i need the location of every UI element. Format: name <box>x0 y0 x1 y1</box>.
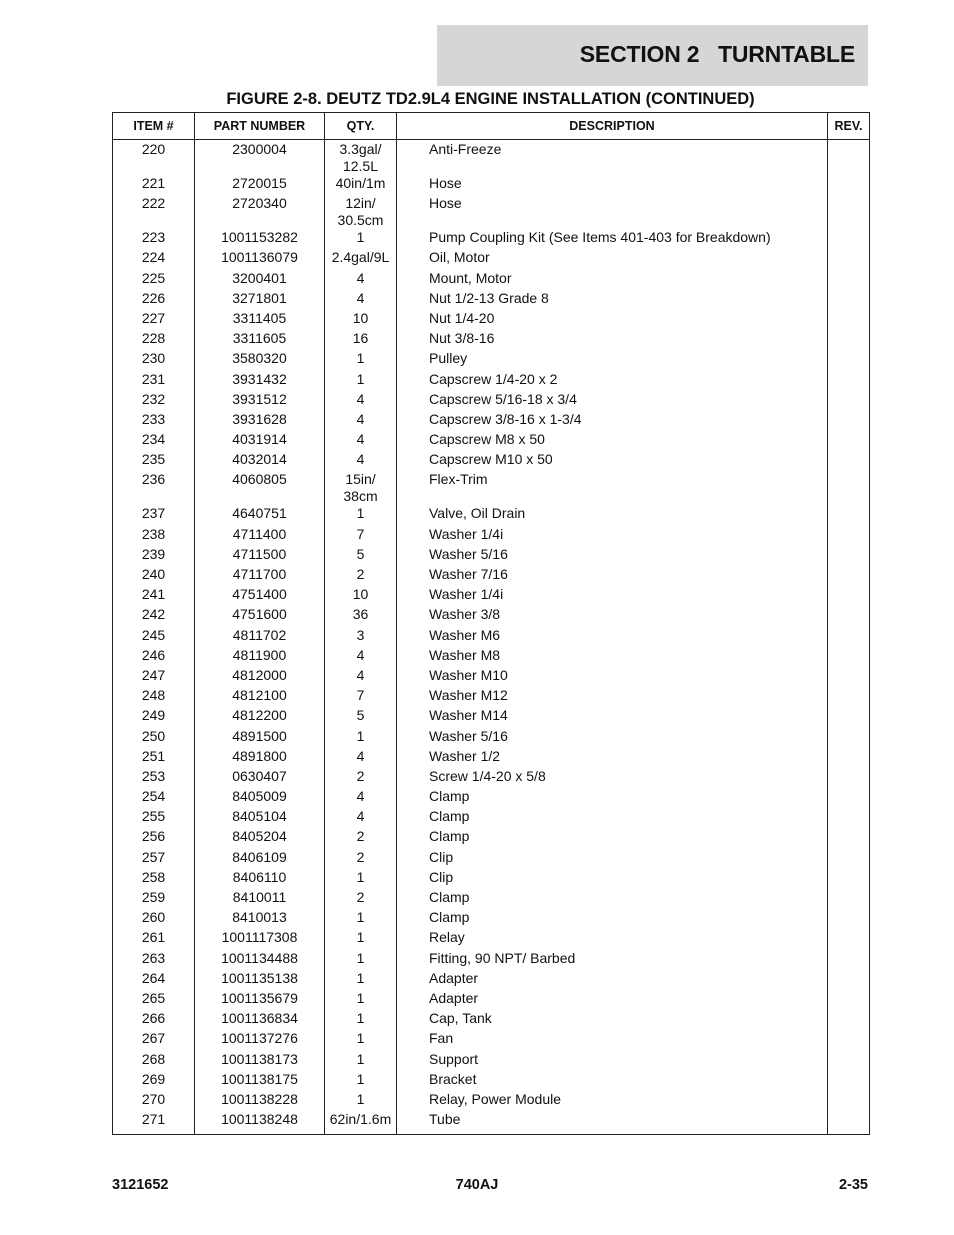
header-description: DESCRIPTION <box>397 113 828 140</box>
table-row <box>113 310 870 330</box>
cell-description: Adapter <box>397 970 828 990</box>
cell-revision <box>828 229 870 249</box>
table-row <box>113 431 870 451</box>
table-row <box>113 229 870 249</box>
table-row <box>113 1091 870 1111</box>
cell-part-number: 1001138248 <box>195 1111 325 1135</box>
cell-part-number: 1001134488 <box>195 950 325 970</box>
table-row <box>113 606 870 626</box>
cell-item-number: 236 <box>113 471 195 505</box>
cell-quantity: 2 <box>325 768 397 788</box>
cell-description: Valve, Oil Drain <box>397 505 828 525</box>
table-row <box>113 808 870 828</box>
cell-revision <box>828 270 870 290</box>
cell-revision <box>828 828 870 848</box>
table-row <box>113 249 870 269</box>
table-row <box>113 1010 870 1030</box>
table-row <box>113 371 870 391</box>
cell-description: Washer M14 <box>397 707 828 727</box>
cell-item-number: 226 <box>113 290 195 310</box>
table-row <box>113 140 870 176</box>
document-number: 3121652 <box>112 1177 169 1193</box>
cell-item-number: 255 <box>113 808 195 828</box>
cell-part-number: 1001137276 <box>195 1030 325 1050</box>
cell-part-number: 3311405 <box>195 310 325 330</box>
cell-item-number: 261 <box>113 929 195 949</box>
cell-revision <box>828 687 870 707</box>
table-row <box>113 828 870 848</box>
cell-description: Clamp <box>397 909 828 929</box>
table-row <box>113 526 870 546</box>
cell-quantity: 4 <box>325 748 397 768</box>
cell-description: Washer 5/16 <box>397 728 828 748</box>
header-qty: QTY. <box>325 113 397 140</box>
cell-description: Oil, Motor <box>397 249 828 269</box>
table-row <box>113 627 870 647</box>
cell-description: Relay, Power Module <box>397 1091 828 1111</box>
cell-part-number: 1001138175 <box>195 1071 325 1091</box>
cell-part-number: 3271801 <box>195 290 325 310</box>
cell-description: Pump Coupling Kit (See Items 401-403 for Breakdown) <box>397 229 828 249</box>
cell-description: Cap, Tank <box>397 1010 828 1030</box>
cell-item-number: 249 <box>113 707 195 727</box>
cell-quantity: 3.3gal/ 12.5L <box>325 140 397 176</box>
cell-description: Clamp <box>397 808 828 828</box>
table-row <box>113 391 870 411</box>
cell-description: Washer M10 <box>397 667 828 687</box>
table-row <box>113 970 870 990</box>
figure-title: FIGURE 2-8. DEUTZ TD2.9L4 ENGINE INSTALLATION (CONTINUED) <box>226 90 755 108</box>
cell-item-number: 246 <box>113 647 195 667</box>
header-item: ITEM # <box>113 113 195 140</box>
table-row <box>113 546 870 566</box>
cell-item-number: 251 <box>113 748 195 768</box>
cell-item-number: 258 <box>113 869 195 889</box>
section-title: SECTION 2 TURNTABLE <box>579 41 855 67</box>
cell-item-number: 271 <box>113 1111 195 1135</box>
cell-item-number: 222 <box>113 195 195 229</box>
cell-description: Anti-Freeze <box>397 140 828 176</box>
cell-quantity: 1 <box>325 1010 397 1030</box>
cell-revision <box>828 1010 870 1030</box>
cell-quantity: 1 <box>325 1051 397 1071</box>
cell-description: Washer M6 <box>397 627 828 647</box>
cell-quantity: 1 <box>325 728 397 748</box>
cell-item-number: 248 <box>113 687 195 707</box>
cell-part-number: 1001135679 <box>195 990 325 1010</box>
table-row <box>113 411 870 431</box>
cell-part-number: 8406109 <box>195 849 325 869</box>
cell-quantity: 4 <box>325 391 397 411</box>
table-row <box>113 687 870 707</box>
cell-part-number: 8405204 <box>195 828 325 848</box>
cell-item-number: 242 <box>113 606 195 626</box>
cell-part-number: 1001153282 <box>195 229 325 249</box>
cell-revision <box>828 707 870 727</box>
cell-item-number: 235 <box>113 451 195 471</box>
cell-part-number: 2300004 <box>195 140 325 176</box>
cell-revision <box>828 1030 870 1050</box>
table-row <box>113 451 870 471</box>
cell-item-number: 263 <box>113 950 195 970</box>
cell-item-number: 228 <box>113 330 195 350</box>
cell-revision <box>828 431 870 451</box>
table-row <box>113 667 870 687</box>
cell-part-number: 4711500 <box>195 546 325 566</box>
cell-part-number: 8410013 <box>195 909 325 929</box>
cell-item-number: 240 <box>113 566 195 586</box>
cell-part-number: 2720015 <box>195 175 325 195</box>
cell-revision <box>828 586 870 606</box>
cell-item-number: 254 <box>113 788 195 808</box>
cell-quantity: 15in/ 38cm <box>325 471 397 505</box>
cell-part-number: 1001117308 <box>195 929 325 949</box>
cell-quantity: 1 <box>325 1071 397 1091</box>
cell-item-number: 259 <box>113 889 195 909</box>
cell-quantity: 1 <box>325 350 397 370</box>
cell-description: Clip <box>397 849 828 869</box>
cell-part-number: 4811702 <box>195 627 325 647</box>
cell-revision <box>828 1051 870 1071</box>
cell-item-number: 232 <box>113 391 195 411</box>
cell-description: Clamp <box>397 788 828 808</box>
cell-part-number: 2720340 <box>195 195 325 229</box>
cell-quantity: 4 <box>325 411 397 431</box>
header-rev: REV. <box>828 113 870 140</box>
table-row <box>113 330 870 350</box>
cell-description: Capscrew 5/16-18 x 3/4 <box>397 391 828 411</box>
cell-quantity: 1 <box>325 970 397 990</box>
cell-part-number: 1001135138 <box>195 970 325 990</box>
cell-description: Adapter <box>397 990 828 1010</box>
cell-revision <box>828 950 870 970</box>
cell-part-number: 3200401 <box>195 270 325 290</box>
cell-item-number: 237 <box>113 505 195 525</box>
cell-revision <box>828 606 870 626</box>
cell-item-number: 230 <box>113 350 195 370</box>
table-row <box>113 471 870 505</box>
cell-revision <box>828 411 870 431</box>
cell-part-number: 1001138228 <box>195 1091 325 1111</box>
cell-item-number: 250 <box>113 728 195 748</box>
cell-quantity: 4 <box>325 788 397 808</box>
cell-description: Tube <box>397 1111 828 1135</box>
cell-part-number: 8405009 <box>195 788 325 808</box>
cell-part-number: 4031914 <box>195 431 325 451</box>
cell-description: Screw 1/4-20 x 5/8 <box>397 768 828 788</box>
cell-description: Nut 3/8-16 <box>397 330 828 350</box>
cell-item-number: 241 <box>113 586 195 606</box>
cell-quantity: 1 <box>325 505 397 525</box>
cell-revision <box>828 909 870 929</box>
cell-quantity: 5 <box>325 546 397 566</box>
cell-revision <box>828 990 870 1010</box>
cell-revision <box>828 1071 870 1091</box>
table-row <box>113 566 870 586</box>
cell-quantity: 2 <box>325 889 397 909</box>
cell-revision <box>828 451 870 471</box>
header-part-number: PART NUMBER <box>195 113 325 140</box>
cell-quantity: 7 <box>325 687 397 707</box>
cell-description: Capscrew M8 x 50 <box>397 431 828 451</box>
cell-quantity: 4 <box>325 667 397 687</box>
cell-description: Washer M12 <box>397 687 828 707</box>
cell-part-number: 4711700 <box>195 566 325 586</box>
cell-quantity: 2 <box>325 828 397 848</box>
cell-quantity: 1 <box>325 1091 397 1111</box>
cell-item-number: 257 <box>113 849 195 869</box>
cell-quantity: 10 <box>325 310 397 330</box>
cell-part-number: 4751600 <box>195 606 325 626</box>
cell-item-number: 238 <box>113 526 195 546</box>
table-row <box>113 350 870 370</box>
cell-revision <box>828 849 870 869</box>
section-header <box>437 25 868 86</box>
cell-revision <box>828 889 870 909</box>
cell-description: Nut 1/2-13 Grade 8 <box>397 290 828 310</box>
cell-quantity: 1 <box>325 990 397 1010</box>
cell-part-number: 8405104 <box>195 808 325 828</box>
cell-description: Washer 1/4i <box>397 586 828 606</box>
cell-item-number: 233 <box>113 411 195 431</box>
cell-item-number: 247 <box>113 667 195 687</box>
cell-description: Fitting, 90 NPT/ Barbed <box>397 950 828 970</box>
table-row <box>113 647 870 667</box>
cell-part-number: 0630407 <box>195 768 325 788</box>
cell-revision <box>828 391 870 411</box>
cell-revision <box>828 175 870 195</box>
cell-quantity: 36 <box>325 606 397 626</box>
cell-quantity: 1 <box>325 371 397 391</box>
cell-part-number: 3931512 <box>195 391 325 411</box>
cell-quantity: 62in/1.6m <box>325 1111 397 1135</box>
cell-item-number: 231 <box>113 371 195 391</box>
cell-revision <box>828 768 870 788</box>
table-row <box>113 1051 870 1071</box>
cell-revision <box>828 728 870 748</box>
cell-quantity: 4 <box>325 290 397 310</box>
table-row <box>113 748 870 768</box>
cell-item-number: 264 <box>113 970 195 990</box>
table-row <box>113 1030 870 1050</box>
cell-item-number: 265 <box>113 990 195 1010</box>
cell-quantity: 2.4gal/9L <box>325 249 397 269</box>
parts-table-body <box>113 140 870 1135</box>
cell-revision <box>828 546 870 566</box>
cell-description: Fan <box>397 1030 828 1050</box>
cell-quantity: 4 <box>325 270 397 290</box>
table-row <box>113 990 870 1010</box>
cell-revision <box>828 195 870 229</box>
cell-part-number: 3580320 <box>195 350 325 370</box>
cell-part-number: 4891800 <box>195 748 325 768</box>
cell-revision <box>828 869 870 889</box>
cell-part-number: 4812100 <box>195 687 325 707</box>
table-row <box>113 707 870 727</box>
cell-revision <box>828 808 870 828</box>
table-header-row <box>113 113 870 140</box>
cell-quantity: 4 <box>325 647 397 667</box>
cell-revision <box>828 330 870 350</box>
cell-quantity: 1 <box>325 1030 397 1050</box>
cell-part-number: 4812000 <box>195 667 325 687</box>
cell-description: Washer 3/8 <box>397 606 828 626</box>
cell-item-number: 266 <box>113 1010 195 1030</box>
cell-revision <box>828 667 870 687</box>
cell-part-number: 1001138173 <box>195 1051 325 1071</box>
cell-quantity: 1 <box>325 909 397 929</box>
cell-description: Clip <box>397 869 828 889</box>
cell-quantity: 1 <box>325 950 397 970</box>
cell-revision <box>828 566 870 586</box>
table-row <box>113 290 870 310</box>
table-row <box>113 586 870 606</box>
table-row <box>113 270 870 290</box>
table-row <box>113 728 870 748</box>
cell-revision <box>828 249 870 269</box>
cell-description: Washer 1/2 <box>397 748 828 768</box>
cell-revision <box>828 505 870 525</box>
cell-part-number: 3311605 <box>195 330 325 350</box>
table-row <box>113 909 870 929</box>
cell-item-number: 268 <box>113 1051 195 1071</box>
cell-revision <box>828 627 870 647</box>
cell-quantity: 12in/ 30.5cm <box>325 195 397 229</box>
cell-revision <box>828 1111 870 1135</box>
cell-quantity: 1 <box>325 869 397 889</box>
model-name: 740AJ <box>455 1177 499 1193</box>
table-row <box>113 195 870 229</box>
cell-part-number: 3931628 <box>195 411 325 431</box>
cell-item-number: 270 <box>113 1091 195 1111</box>
cell-revision <box>828 310 870 330</box>
cell-description: Support <box>397 1051 828 1071</box>
cell-description: Hose <box>397 195 828 229</box>
cell-item-number: 220 <box>113 140 195 176</box>
cell-part-number: 4811900 <box>195 647 325 667</box>
cell-item-number: 225 <box>113 270 195 290</box>
table-row <box>113 1111 870 1135</box>
cell-part-number: 1001136079 <box>195 249 325 269</box>
cell-part-number: 8406110 <box>195 869 325 889</box>
cell-quantity: 1 <box>325 229 397 249</box>
cell-item-number: 224 <box>113 249 195 269</box>
parts-table <box>112 112 870 1135</box>
table-row <box>113 929 870 949</box>
cell-item-number: 227 <box>113 310 195 330</box>
cell-description: Pulley <box>397 350 828 370</box>
cell-part-number: 4032014 <box>195 451 325 471</box>
cell-description: Capscrew M10 x 50 <box>397 451 828 471</box>
cell-description: Nut 1/4-20 <box>397 310 828 330</box>
cell-item-number: 256 <box>113 828 195 848</box>
cell-description: Capscrew 1/4-20 x 2 <box>397 371 828 391</box>
cell-quantity: 2 <box>325 849 397 869</box>
cell-description: Washer 1/4i <box>397 526 828 546</box>
cell-quantity: 4 <box>325 431 397 451</box>
cell-description: Hose <box>397 175 828 195</box>
cell-part-number: 4812200 <box>195 707 325 727</box>
cell-description: Washer 7/16 <box>397 566 828 586</box>
cell-revision <box>828 970 870 990</box>
table-row <box>113 788 870 808</box>
cell-revision <box>828 471 870 505</box>
cell-part-number: 4060805 <box>195 471 325 505</box>
cell-description: Bracket <box>397 1071 828 1091</box>
cell-revision <box>828 929 870 949</box>
cell-item-number: 267 <box>113 1030 195 1050</box>
cell-description: Washer M8 <box>397 647 828 667</box>
cell-description: Flex-Trim <box>397 471 828 505</box>
cell-part-number: 3931432 <box>195 371 325 391</box>
cell-quantity: 7 <box>325 526 397 546</box>
cell-description: Washer 5/16 <box>397 546 828 566</box>
page-number: 2-35 <box>838 1177 868 1193</box>
cell-item-number: 260 <box>113 909 195 929</box>
table-row <box>113 1071 870 1091</box>
cell-quantity: 4 <box>325 808 397 828</box>
table-row <box>113 889 870 909</box>
cell-item-number: 245 <box>113 627 195 647</box>
cell-revision <box>828 1091 870 1111</box>
cell-part-number: 4751400 <box>195 586 325 606</box>
cell-revision <box>828 647 870 667</box>
cell-item-number: 221 <box>113 175 195 195</box>
cell-revision <box>828 290 870 310</box>
cell-description: Capscrew 3/8-16 x 1-3/4 <box>397 411 828 431</box>
cell-item-number: 234 <box>113 431 195 451</box>
cell-description: Clamp <box>397 889 828 909</box>
cell-revision <box>828 350 870 370</box>
cell-revision <box>828 140 870 176</box>
cell-part-number: 1001136834 <box>195 1010 325 1030</box>
cell-part-number: 8410011 <box>195 889 325 909</box>
cell-item-number: 269 <box>113 1071 195 1091</box>
cell-item-number: 253 <box>113 768 195 788</box>
cell-part-number: 4640751 <box>195 505 325 525</box>
cell-quantity: 1 <box>325 929 397 949</box>
table-row <box>113 950 870 970</box>
table-row <box>113 849 870 869</box>
cell-revision <box>828 748 870 768</box>
cell-part-number: 4891500 <box>195 728 325 748</box>
cell-description: Relay <box>397 929 828 949</box>
cell-part-number: 4711400 <box>195 526 325 546</box>
cell-revision <box>828 788 870 808</box>
cell-quantity: 40in/1m <box>325 175 397 195</box>
cell-quantity: 16 <box>325 330 397 350</box>
cell-quantity: 2 <box>325 566 397 586</box>
cell-item-number: 239 <box>113 546 195 566</box>
cell-item-number: 223 <box>113 229 195 249</box>
cell-revision <box>828 526 870 546</box>
table-row <box>113 869 870 889</box>
table-row <box>113 768 870 788</box>
table-row <box>113 505 870 525</box>
cell-quantity: 10 <box>325 586 397 606</box>
cell-revision <box>828 371 870 391</box>
table-row <box>113 175 870 195</box>
cell-description: Clamp <box>397 828 828 848</box>
cell-description: Mount, Motor <box>397 270 828 290</box>
cell-quantity: 5 <box>325 707 397 727</box>
cell-quantity: 3 <box>325 627 397 647</box>
cell-quantity: 4 <box>325 451 397 471</box>
